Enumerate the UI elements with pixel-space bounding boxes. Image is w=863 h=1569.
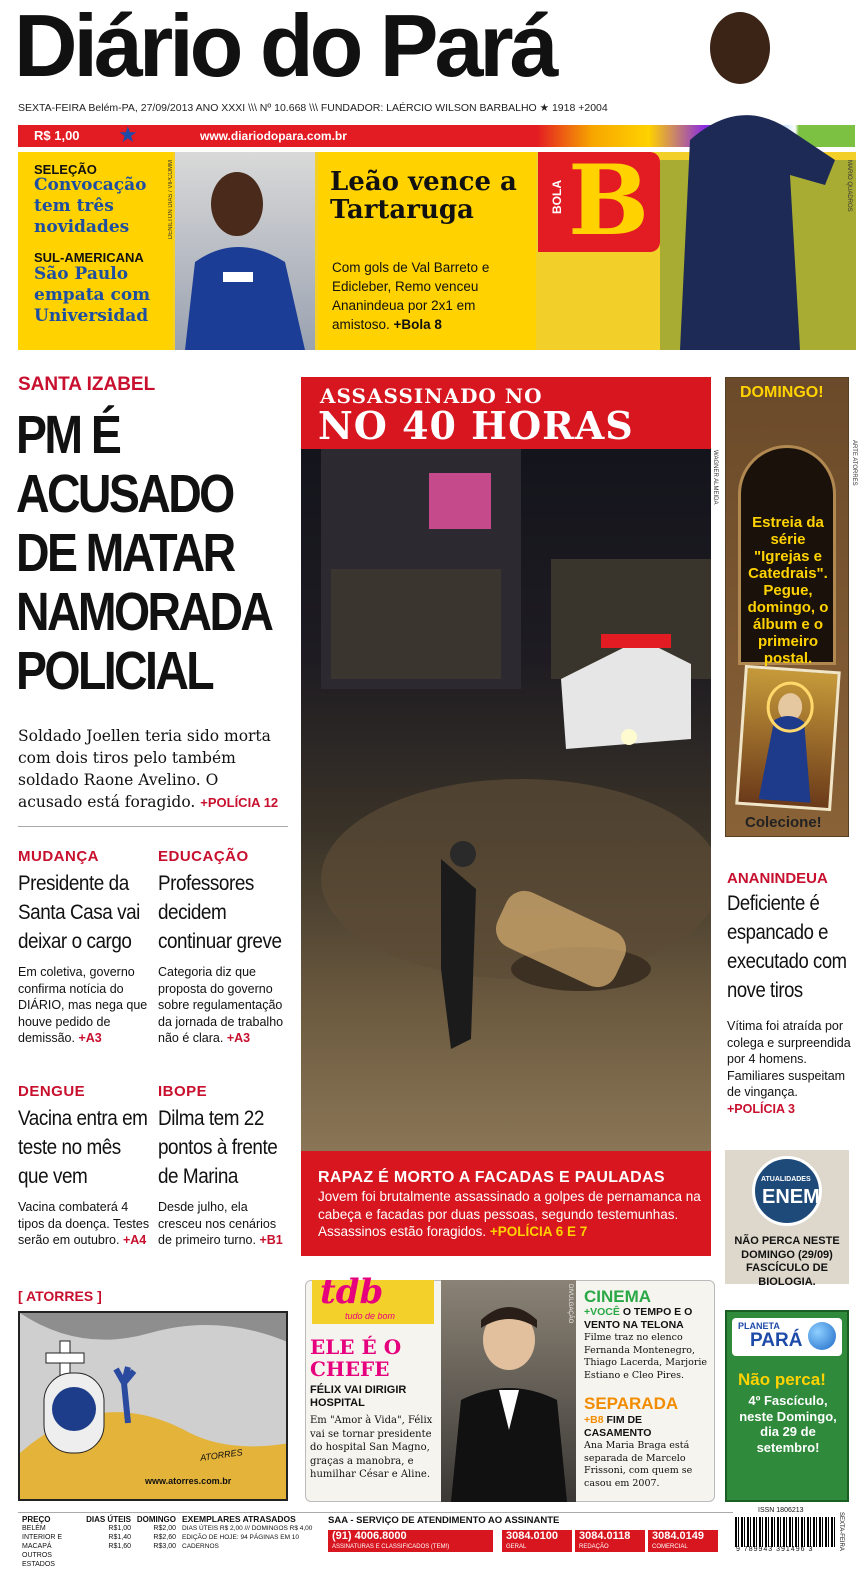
phone-num: 3084.0118 [579, 1530, 631, 1542]
sula-text[interactable]: São Paulo empata com Universidad [34, 264, 151, 326]
story-body-text: Desde julho, ela cresceu nos cenários de primeiro turno. [158, 1200, 277, 1247]
dom-val: R$2,60 [153, 1534, 176, 1541]
separada-kicker: SEPARADA [584, 1394, 679, 1413]
story-body-text: Categoria diz que proposta do governo sobre regulamentação da jornada de trabalho não é clara. [158, 965, 284, 1045]
cinema-lead-text: O TEMPO E O VENTO NA TELONA [584, 1306, 693, 1331]
remo-player-photo [660, 0, 856, 350]
cartoon-art [20, 1313, 288, 1501]
dom-val: R$3,00 [153, 1543, 176, 1550]
preco-title: PREÇO [22, 1515, 51, 1524]
separada-lead[interactable] [584, 1414, 710, 1440]
ananindeua-kicker: ANANINDEUA [727, 870, 828, 887]
story-kicker: EDUCAÇÃO [158, 848, 249, 865]
enem-text: NÃO PERCA NESTE DOMINGO (29/09) FASCÍCULO DE BIOLOGIA. [734, 1235, 840, 1288]
center-caption-head: RAPAZ É MORTO A FACADAS E PAULADAS [318, 1169, 665, 1186]
sports-body-text: Com gols de Val Barreto e Edicleber, Remo venceu Ananindeua por 2x1 em amistoso. [332, 260, 490, 332]
phone-redacao[interactable] [575, 1530, 645, 1552]
story-body-text: Em coletiva, governo confirma notícia do DIÁRIO, mas nega que houve pedido de demissão. [18, 965, 148, 1045]
ananindeua-body [727, 1018, 851, 1117]
domingo-footer: Colecione! [745, 814, 822, 831]
phone-geral[interactable] [502, 1530, 572, 1552]
phone-num: (91) 4006.8000 [332, 1530, 407, 1542]
cinema-lead[interactable] [584, 1306, 710, 1332]
divider [18, 826, 288, 827]
atrasados-title: EXEMPLARES ATRASADOS [182, 1514, 296, 1524]
crime-scene-art [301, 449, 711, 1151]
story-ref[interactable]: +A4 [122, 1233, 147, 1247]
story-headline: Presidente da Santa Casa vai deixar o cargo [18, 872, 140, 953]
phone-num: 3084.0100 [506, 1530, 558, 1542]
domingo-label: DOMINGO! [740, 384, 824, 401]
preco-row: OUTROS ESTADOS [22, 1552, 55, 1568]
felix-art [441, 1280, 576, 1502]
uteis-val: R$1,00 [108, 1525, 131, 1532]
enem-small: ATUALIDADES [761, 1176, 811, 1183]
domingo-credit: ARTE ATORRES [851, 440, 857, 486]
story-body-text: Vacina combaterá 4 tipos da doença. Testes serão em outubro. [18, 1200, 150, 1247]
cinema-kicker: CINEMA [584, 1287, 652, 1306]
sports-body [332, 258, 528, 334]
phone-num: 3084.0149 [652, 1530, 704, 1542]
uteis-block [86, 1515, 131, 1551]
phone-main[interactable] [328, 1530, 493, 1552]
masthead-title[interactable]: Diário do Pará [14, 0, 555, 95]
globe-icon [808, 1322, 836, 1350]
lead-headline[interactable]: PM É ACUSADO DE MATAR NAMORADA POLICIAL [16, 405, 270, 701]
domingo-postal [735, 665, 841, 811]
dom-title: DOMINGO [136, 1515, 176, 1524]
story-body [158, 1199, 293, 1249]
price: R$ 1,00 [34, 128, 80, 143]
sula-kicker: SUL-AMERICANA [34, 250, 144, 265]
story-ref[interactable]: +A3 [226, 1031, 251, 1045]
phone-label: ASSINATURAS E CLASSIFICADOS (TEM!) [332, 1544, 450, 1550]
issn: ISSN 1806213 [758, 1507, 804, 1514]
cinema-lead-ref: +VOCÊ [584, 1306, 620, 1318]
sports-headline[interactable]: Leão vence a Tartaruga [330, 167, 517, 225]
story-kicker: MUDANÇA [18, 848, 99, 865]
preco-row: INTERIOR E MACAPÁ [22, 1534, 63, 1550]
atrasados-block [182, 1515, 332, 1551]
barcode-number: 9 789943 391496 3 [736, 1546, 814, 1553]
cartoon-label: [ ATORRES ] [18, 1288, 102, 1304]
story-kicker: IBOPE [158, 1083, 208, 1100]
player-photo-art [175, 152, 315, 350]
star-icon: ★ [118, 122, 138, 147]
bola-logo[interactable] [538, 144, 660, 257]
ananindeua-headline[interactable]: Deficiente é espancado e executado com nove tiros [727, 892, 847, 1002]
uteis-val: R$1,40 [108, 1534, 131, 1541]
story-headline: Professores decidem continuar greve [158, 872, 282, 953]
tdb-tagline: tudo de bom [345, 1311, 396, 1321]
planeta-head: Não perca! [738, 1370, 826, 1389]
story-headline: Vacina entra em teste no mês que vem [18, 1107, 148, 1188]
tdb-body: Em "Amor à Vida", Félix vai se tornar presidente do hospital San Magno, graças a manobra, e humilhar César e Aline. [310, 1415, 433, 1480]
center-photo-credit: WAGNER ALMEIDA [712, 450, 718, 505]
separada-body: Ana Maria Braga está separada de Marcelo Frissoni, com quem se casou em 2007. [584, 1440, 693, 1489]
story-kicker: DENGUE [18, 1083, 86, 1100]
story-body [18, 964, 153, 1047]
center-caption-text: Jovem foi brutalmente assassinado a golpes de pernamanca na cabeça e facadas por duas pessoas, segundo testemunhas. Assassinos estão foragidos. [318, 1189, 701, 1239]
atrasados-l1: DIAS ÚTEIS R$ 2,00 /// DOMINGOS R$ 4,00 [182, 1525, 313, 1532]
site-link[interactable]: www.diariodopara.com.br [200, 129, 347, 143]
center-caption-ref[interactable]: +POLÍCIA 6 E 7 [489, 1224, 588, 1239]
player-photo [175, 152, 315, 350]
phone-label: REDAÇÃO [579, 1544, 609, 1550]
cartoon[interactable] [18, 1311, 288, 1501]
story-ref[interactable]: +A3 [78, 1031, 102, 1045]
selecao-text[interactable]: Convocação tem três novidades [34, 175, 147, 237]
sports-ref[interactable]: +Bola 8 [393, 317, 442, 332]
atrasados-l2: EDIÇÃO DE HOJE: 94 PÁGINAS EM 10 CADERNOS [182, 1534, 300, 1550]
story-mudanca[interactable] [18, 848, 153, 1047]
story-educacao[interactable] [158, 848, 293, 1047]
tdb-logo: tdb [320, 1272, 384, 1312]
story-dengue[interactable] [18, 1083, 153, 1249]
lead-kicker: SANTA IZABEL [18, 374, 156, 395]
planeta-logo-1: PLANETA [738, 1321, 780, 1331]
story-body [158, 964, 293, 1047]
saa-title: SAA - SERVIÇO DE ATENDIMENTO AO ASSINANTE [328, 1515, 560, 1526]
lead-body-text: Soldado Joellen teria sido morta com dois tiros pelo também soldado Raone Avelino. O acusado está foragido. [18, 727, 271, 811]
lead-body [18, 725, 280, 814]
cartoon-site[interactable]: www.atorres.com.br [145, 1476, 232, 1486]
ananindeua-ref[interactable]: +POLÍCIA 3 [727, 1101, 795, 1116]
selecao-kicker: SELEÇÃO [34, 162, 97, 177]
planeta-logo-2: PARÁ [750, 1330, 803, 1351]
separada-lead-text: FIM DE CASAMENTO [584, 1414, 652, 1439]
center-title-2[interactable]: NO 40 HORAS [318, 403, 634, 448]
center-caption-body [318, 1188, 704, 1241]
phone-comercial[interactable] [648, 1530, 718, 1552]
felix-photo [441, 1280, 576, 1502]
separada-lead-ref: +B8 [584, 1414, 604, 1426]
uteis-val: R$1,60 [108, 1543, 131, 1550]
preco-row: BELÉM [22, 1525, 46, 1532]
cinema-body: Filme traz no elenco Fernanda Montenegro, Thiago Lacerda, Marjorie Estiano e Cleo Pires. [584, 1332, 708, 1381]
phone-label: COMERCIAL [652, 1544, 688, 1550]
remo-player-art [660, 0, 856, 350]
cartoon-signature: ATORRES [199, 1447, 244, 1463]
phone-label: GERAL [506, 1544, 527, 1550]
story-headline: Dilma tem 22 pontos à frente de Marina [158, 1107, 278, 1188]
tdb-headline[interactable]: ELE É O CHEFE [310, 1335, 402, 1381]
dom-val: R$2,00 [153, 1525, 176, 1532]
dateline: SEXTA-FEIRA Belém-PA, 27/09/2013 ANO XXXI \\\ Nº 10.668 \\\ FUNDADOR: LAÉRCIO WILSON BARBALHO ★ 1918 +2004 [18, 102, 608, 114]
footer-rule [18, 1512, 733, 1513]
enem-big: ENEM [762, 1186, 820, 1208]
crime-scene-photo[interactable] [301, 449, 711, 1151]
felix-credit: DIVULGAÇÃO [567, 1284, 573, 1324]
story-ibope[interactable] [158, 1083, 293, 1249]
domingo-text: Estreia da série "Igrejas e Catedrais". Pegue, domingo, o álbum e o primeiro postal. [747, 514, 829, 667]
dom-block [136, 1515, 176, 1551]
ananindeua-body-text: Vítima foi atraída por colega e surpreendida por 4 homens. Familiares suspeitam de vingança. [727, 1019, 851, 1099]
bola-letter: B [568, 144, 650, 257]
preco-block [22, 1515, 82, 1569]
story-body [18, 1199, 153, 1249]
tdb-sub: FÉLIX VAI DIRIGIR HOSPITAL [310, 1384, 407, 1409]
uteis-title: DIAS ÚTEIS [86, 1515, 131, 1524]
photo-credit-left: DENILTON DIAS / VIPCOMM [168, 160, 174, 240]
story-ref[interactable]: +B1 [259, 1233, 283, 1247]
lead-ref[interactable]: +POLÍCIA 12 [200, 795, 279, 810]
center-title-1: ASSASSINADO NO [320, 384, 543, 408]
edition-day: SEXTA-FEIRA [838, 1512, 844, 1551]
barcode [735, 1517, 835, 1547]
planeta-text: 4º Fascículo, neste Domingo, dia 29 de setembro! [739, 1393, 837, 1455]
bola-label: BOLA [550, 180, 564, 214]
photo-credit-right: MARIO QUADROS [846, 160, 852, 212]
madonna-icon [738, 668, 837, 808]
